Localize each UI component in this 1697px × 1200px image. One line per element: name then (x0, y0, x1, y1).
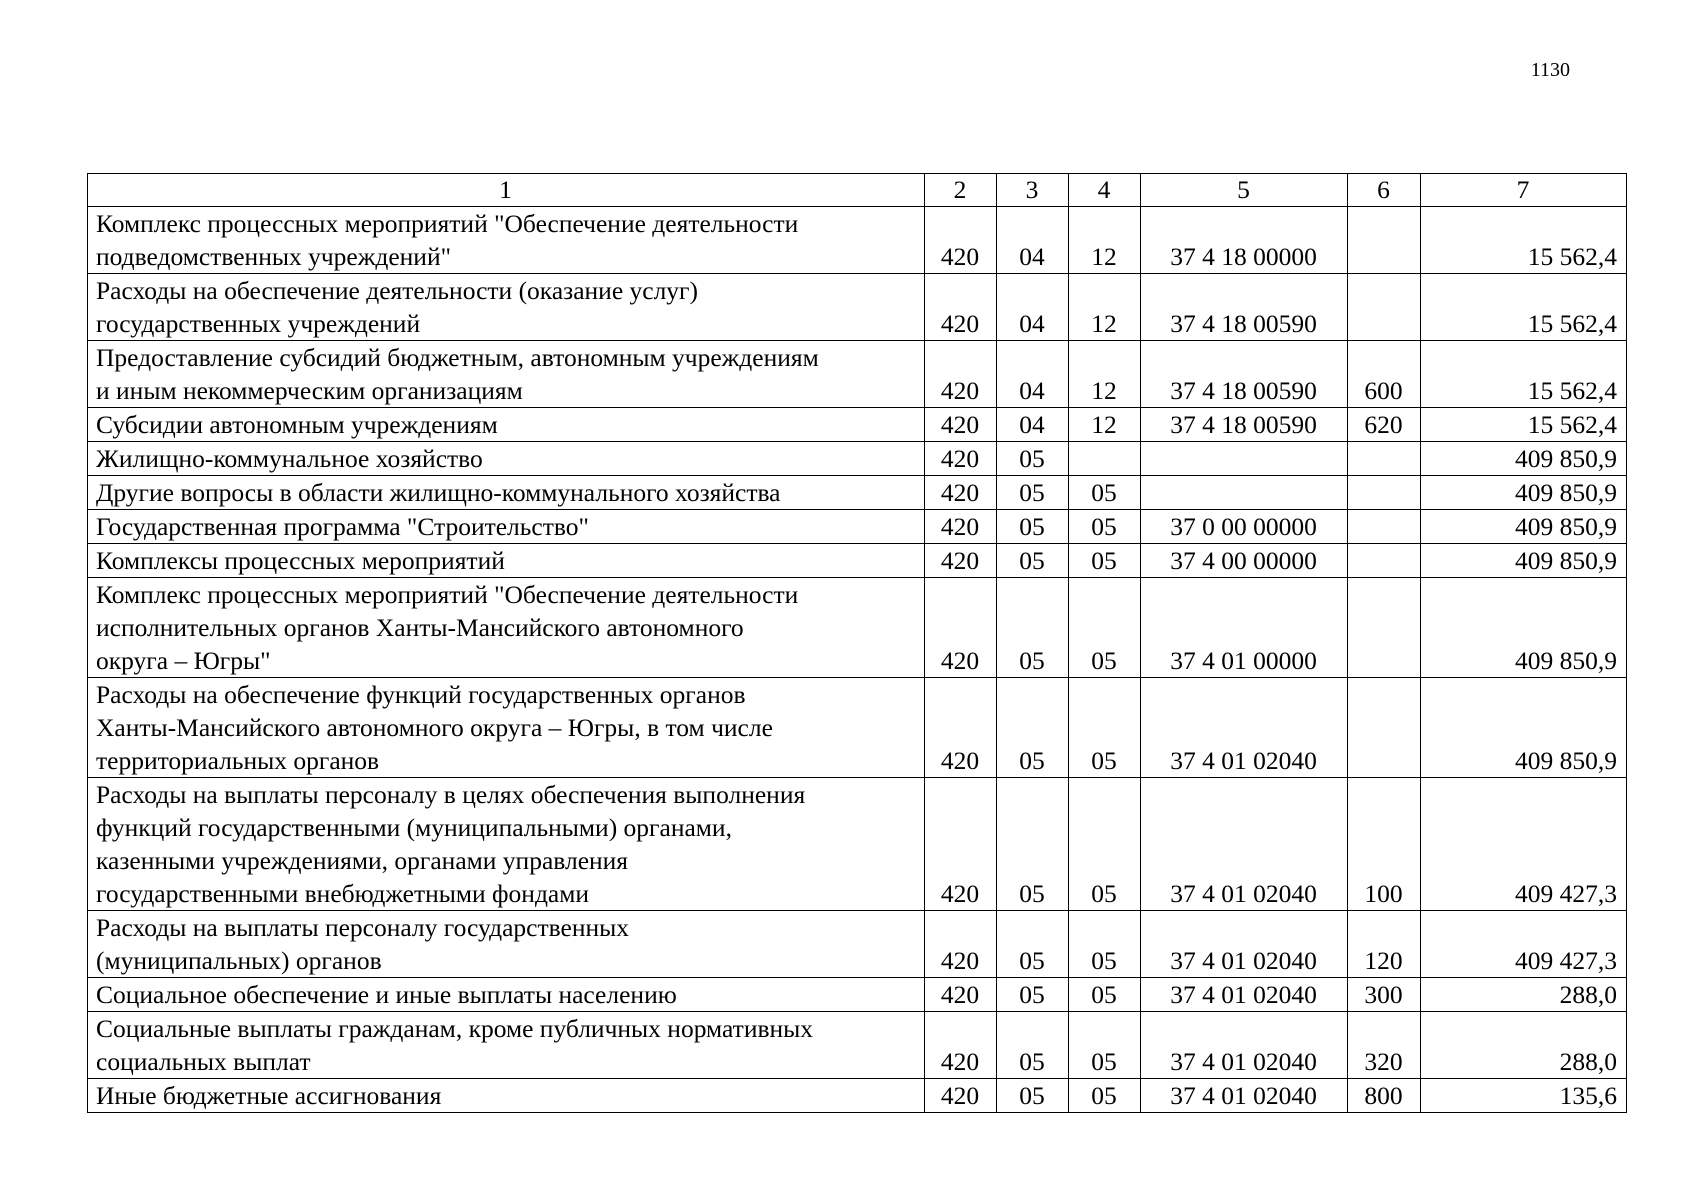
cell-subsection: 05 (1069, 978, 1141, 1012)
table-row (88, 510, 1627, 544)
cell-ministry-code: 420 (925, 476, 997, 510)
cell-amount: 409 427,3 (1421, 911, 1627, 978)
cell-subsection: 05 (1069, 678, 1141, 778)
cell-ministry-code: 420 (925, 274, 997, 341)
cell-amount: 409 850,9 (1421, 578, 1627, 678)
cell-name-line: Жилищно-коммунальное хозяйство (96, 444, 483, 473)
cell-ministry-code: 420 (925, 544, 997, 578)
header-cell: 5 (1141, 174, 1348, 207)
cell-name (88, 978, 925, 1012)
cell-name-line: Государственная программа "Строительство" (96, 512, 589, 541)
cell-subsection: 12 (1069, 408, 1141, 442)
table-row (88, 678, 1627, 778)
cell-expense-type: 620 (1348, 408, 1421, 442)
cell-name-line: Расходы на выплаты персоналу в целях обеспечения выполнения (96, 780, 806, 809)
cell-subsection: 05 (1069, 510, 1141, 544)
cell-target-article: 37 4 18 00000 (1141, 207, 1348, 274)
cell-name-line: округа – Югры" (96, 646, 271, 675)
cell-ministry-code: 420 (925, 978, 997, 1012)
cell-name (88, 476, 925, 510)
cell-amount: 15 562,4 (1421, 408, 1627, 442)
cell-expense-type: 800 (1348, 1079, 1421, 1113)
cell-amount: 15 562,4 (1421, 207, 1627, 274)
cell-subsection (1069, 442, 1141, 476)
table-row (88, 911, 1627, 978)
cell-ministry-code: 420 (925, 678, 997, 778)
cell-expense-type: 320 (1348, 1012, 1421, 1079)
header-cell: 3 (997, 174, 1069, 207)
cell-expense-type (1348, 274, 1421, 341)
table-row (88, 578, 1627, 678)
cell-name-line: социальных выплат (96, 1047, 311, 1076)
cell-section: 05 (997, 476, 1069, 510)
cell-amount: 15 562,4 (1421, 341, 1627, 408)
cell-expense-type: 100 (1348, 778, 1421, 911)
cell-target-article: 37 4 01 02040 (1141, 678, 1348, 778)
table-row (88, 544, 1627, 578)
table-row (88, 341, 1627, 408)
cell-name-line: Другие вопросы в области жилищно-коммунального хозяйства (96, 478, 781, 507)
cell-target-article: 37 4 01 02040 (1141, 1079, 1348, 1113)
cell-expense-type (1348, 442, 1421, 476)
cell-target-article: 37 4 18 00590 (1141, 408, 1348, 442)
cell-expense-type: 600 (1348, 341, 1421, 408)
cell-name (88, 207, 925, 274)
cell-target-article: 37 4 01 00000 (1141, 578, 1348, 678)
cell-amount: 409 850,9 (1421, 510, 1627, 544)
cell-expense-type (1348, 207, 1421, 274)
cell-section: 05 (997, 978, 1069, 1012)
cell-name-line: Ханты-Мансийского автономного округа – Югры, в том числе (96, 713, 773, 742)
cell-ministry-code: 420 (925, 778, 997, 911)
cell-target-article: 37 4 01 02040 (1141, 778, 1348, 911)
cell-expense-type (1348, 510, 1421, 544)
cell-expense-type (1348, 544, 1421, 578)
cell-name (88, 442, 925, 476)
page-number: 1130 (1530, 59, 1570, 81)
cell-section: 05 (997, 1012, 1069, 1079)
cell-name-line: Комплекс процессных мероприятий "Обеспечение деятельности (96, 580, 799, 609)
cell-section: 05 (997, 510, 1069, 544)
cell-ministry-code: 420 (925, 578, 997, 678)
cell-name-line: Расходы на выплаты персоналу государственных (96, 913, 629, 942)
cell-name-line: Предоставление субсидий бюджетным, автономным учреждениям (96, 343, 819, 372)
cell-subsection: 05 (1069, 778, 1141, 911)
cell-ministry-code: 420 (925, 1079, 997, 1113)
header-cell: 4 (1069, 174, 1141, 207)
cell-name-line: Расходы на обеспечение функций государственных органов (96, 680, 746, 709)
cell-name-line: государственных учреждений (96, 309, 421, 338)
cell-target-article: 37 4 18 00590 (1141, 341, 1348, 408)
cell-name-line: Социальное обеспечение и иные выплаты населению (96, 980, 677, 1009)
cell-amount: 288,0 (1421, 978, 1627, 1012)
table-row (88, 1079, 1627, 1113)
cell-subsection: 05 (1069, 578, 1141, 678)
cell-expense-type: 120 (1348, 911, 1421, 978)
cell-name-line: Комплексы процессных мероприятий (96, 546, 505, 575)
cell-section: 04 (997, 207, 1069, 274)
table-row (88, 978, 1627, 1012)
cell-section: 04 (997, 274, 1069, 341)
cell-amount: 15 562,4 (1421, 274, 1627, 341)
header-cell: 1 (88, 174, 925, 207)
cell-section: 04 (997, 341, 1069, 408)
cell-expense-type (1348, 678, 1421, 778)
cell-section: 05 (997, 911, 1069, 978)
cell-name-line: территориальных органов (96, 746, 380, 775)
cell-name-line: государственными внебюджетными фондами (96, 879, 590, 908)
cell-name (88, 778, 925, 911)
cell-name (88, 1012, 925, 1079)
cell-section: 05 (997, 1079, 1069, 1113)
cell-name-line: Субсидии автономным учреждениям (96, 410, 498, 439)
cell-name-line: (муниципальных) органов (96, 946, 382, 975)
cell-name (88, 341, 925, 408)
cell-ministry-code: 420 (925, 408, 997, 442)
header-cell: 6 (1348, 174, 1421, 207)
cell-section: 04 (997, 408, 1069, 442)
cell-name-line: подведомственных учреждений" (96, 242, 452, 271)
cell-subsection: 12 (1069, 341, 1141, 408)
cell-section: 05 (997, 778, 1069, 911)
table-row (88, 1012, 1627, 1079)
cell-target-article (1141, 476, 1348, 510)
cell-name-line: Комплекс процессных мероприятий "Обеспечение деятельности (96, 209, 799, 238)
cell-name (88, 544, 925, 578)
cell-amount: 288,0 (1421, 1012, 1627, 1079)
header-cell: 7 (1421, 174, 1627, 207)
table-row (88, 207, 1627, 274)
cell-target-article: 37 0 00 00000 (1141, 510, 1348, 544)
cell-subsection: 05 (1069, 544, 1141, 578)
cell-ministry-code: 420 (925, 1012, 997, 1079)
cell-name (88, 578, 925, 678)
cell-name (88, 678, 925, 778)
table-row (88, 274, 1627, 341)
cell-name (88, 911, 925, 978)
cell-expense-type (1348, 578, 1421, 678)
cell-name (88, 1079, 925, 1113)
cell-expense-type: 300 (1348, 978, 1421, 1012)
cell-section: 05 (997, 678, 1069, 778)
table-row (88, 476, 1627, 510)
cell-target-article: 37 4 18 00590 (1141, 274, 1348, 341)
cell-target-article: 37 4 01 02040 (1141, 911, 1348, 978)
cell-section: 05 (997, 442, 1069, 476)
cell-name (88, 408, 925, 442)
cell-name-line: Иные бюджетные ассигнования (96, 1081, 442, 1110)
cell-amount: 409 850,9 (1421, 678, 1627, 778)
cell-name-line: исполнительных органов Ханты-Мансийского автономного (96, 613, 744, 642)
table-row (88, 408, 1627, 442)
cell-ministry-code: 420 (925, 207, 997, 274)
cell-section: 05 (997, 578, 1069, 678)
cell-expense-type (1348, 476, 1421, 510)
table-header-row (88, 174, 1627, 207)
cell-subsection: 05 (1069, 911, 1141, 978)
cell-subsection: 12 (1069, 207, 1141, 274)
cell-target-article: 37 4 00 00000 (1141, 544, 1348, 578)
cell-ministry-code: 420 (925, 510, 997, 544)
cell-name (88, 274, 925, 341)
cell-name-line: Социальные выплаты гражданам, кроме публичных нормативных (96, 1014, 814, 1043)
cell-section: 05 (997, 544, 1069, 578)
cell-ministry-code: 420 (925, 911, 997, 978)
cell-subsection: 05 (1069, 476, 1141, 510)
cell-amount: 409 850,9 (1421, 544, 1627, 578)
cell-ministry-code: 420 (925, 442, 997, 476)
cell-name-line: казенными учреждениями, органами управления (96, 846, 629, 875)
table-row (88, 442, 1627, 476)
cell-ministry-code: 420 (925, 341, 997, 408)
cell-amount: 409 427,3 (1421, 778, 1627, 911)
cell-target-article: 37 4 01 02040 (1141, 1012, 1348, 1079)
budget-table (87, 173, 1627, 1113)
table-row (88, 778, 1627, 911)
cell-subsection: 05 (1069, 1079, 1141, 1113)
cell-name-line: Расходы на обеспечение деятельности (оказание услуг) (96, 276, 699, 305)
cell-subsection: 12 (1069, 274, 1141, 341)
cell-name-line: функций государственными (муниципальными) органами, (96, 813, 732, 842)
cell-name-line: и иным некоммерческим организациям (96, 376, 523, 405)
cell-target-article: 37 4 01 02040 (1141, 978, 1348, 1012)
cell-amount: 409 850,9 (1421, 442, 1627, 476)
header-cell: 2 (925, 174, 997, 207)
cell-amount: 135,6 (1421, 1079, 1627, 1113)
cell-name (88, 510, 925, 544)
cell-target-article (1141, 442, 1348, 476)
cell-amount: 409 850,9 (1421, 476, 1627, 510)
cell-subsection: 05 (1069, 1012, 1141, 1079)
